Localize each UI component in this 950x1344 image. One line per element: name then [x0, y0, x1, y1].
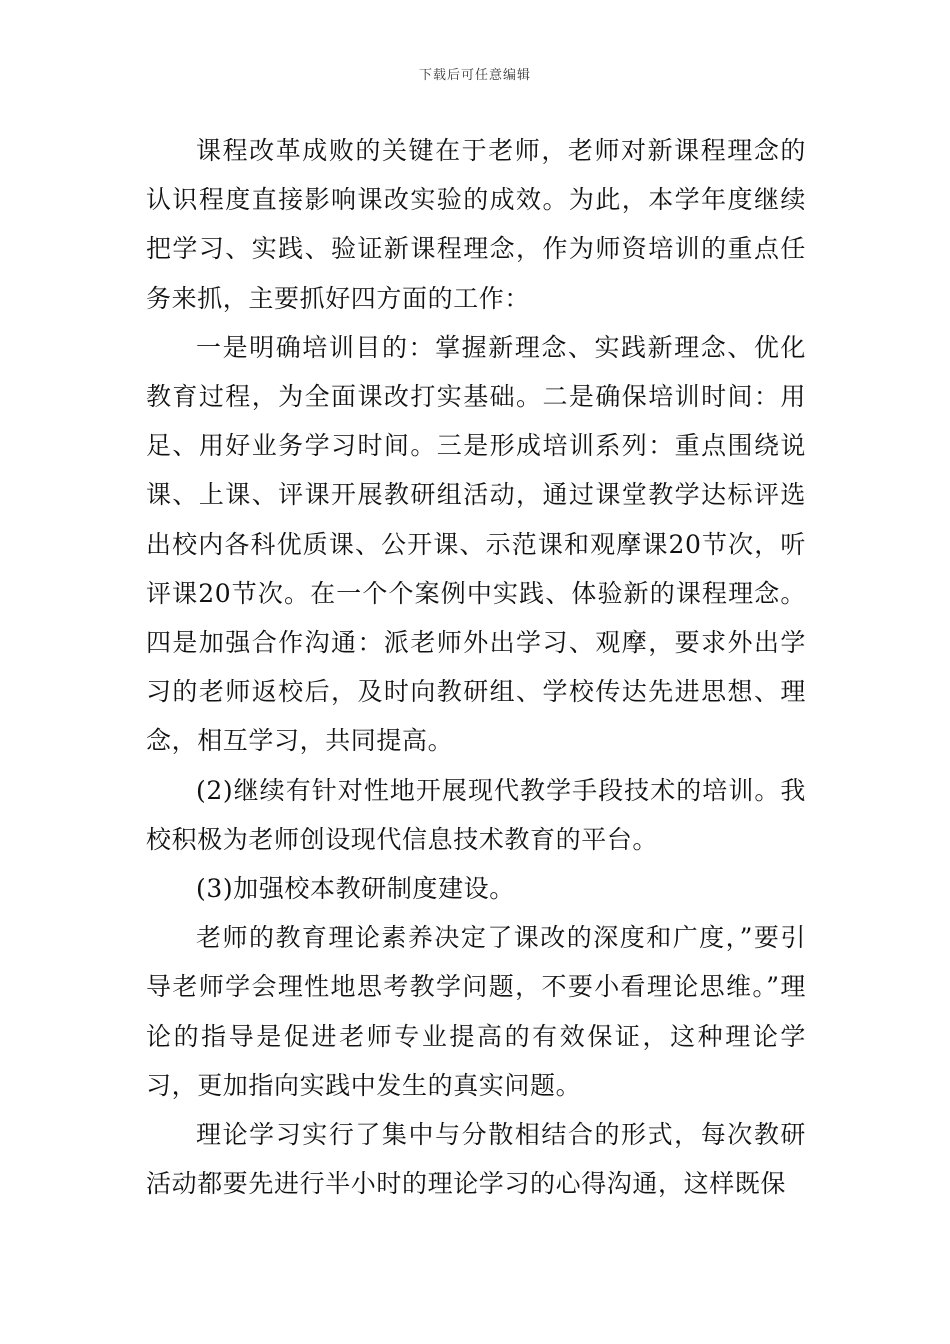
paragraph-5: 老师的教育理论素养决定了课改的深度和广度，”要引导老师学会理性地思考教学问题，不要小看理论思维。”理论的指导是促进老师专业提高的有效保证，这种理论学习，更加指向实践中发生的真实问题。 — [146, 923, 806, 1100]
paragraph-1: 课程改革成败的关键在于老师，老师对新课程理念的认识程度直接影响课改实验的成效。为此，本学年度继续把学习、实践、验证新课程理念，作为师资培训的重点任务来抓，主要抓好四方面的工作： — [146, 136, 806, 313]
header-note: 下载后可任意编辑 — [418, 68, 531, 83]
paragraph-2: 一是明确培训目的：掌握新理念、实践新理念、优化教育过程，为全面课改打实基础。二是确保培训时间：用足、用好业务学习时间。三是形成培训系列：重点围绕说课、上课、评课开展教研组活动，通过课堂教学达标评选出校内各科优质课、公开课、示范课和观摩课20节次，听评课20节次。在一个个案例中实践、体验新的课程理念。四是加强合作沟通：派老师外出学习、观摩，要求外出学习的老师返校后，及时向教研组、学校传达先进思想、理念，相互学习，共同提高。 — [146, 332, 806, 756]
paragraph-4: (3)加强校本教研制度建设。 — [196, 874, 515, 904]
paragraph-3: (2)继续有针对性地开展现代教学手段技术的培训。我校积极为老师创设现代信息技术教育的平台。 — [146, 775, 806, 854]
document-body — [146, 126, 806, 1208]
paragraph-6: 理论学习实行了集中与分散相结合的形式，每次教研活动都要先进行半小时的理论学习的心得沟通，这样既保 — [146, 1120, 806, 1199]
